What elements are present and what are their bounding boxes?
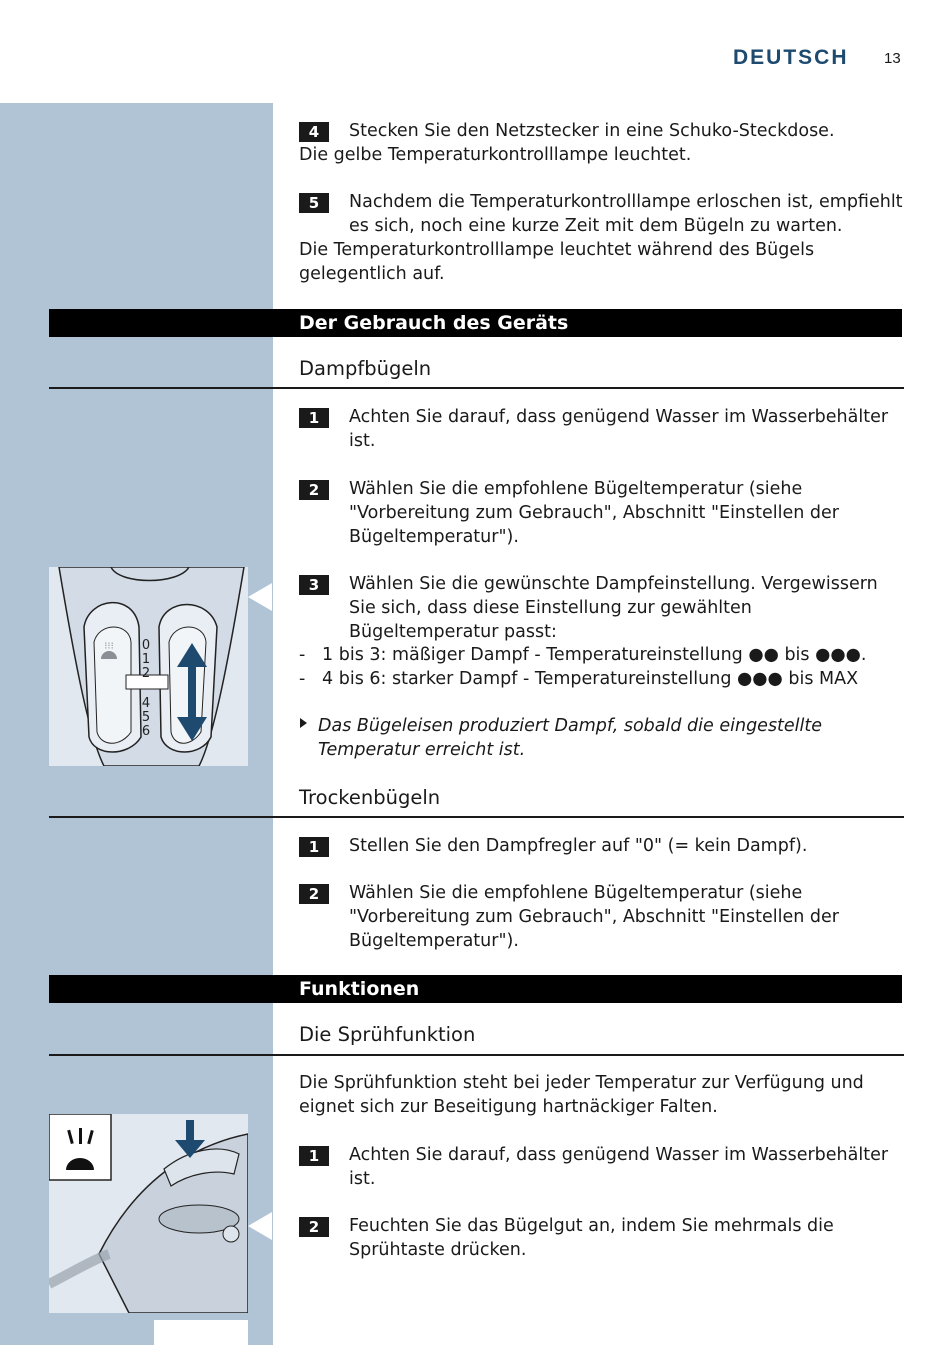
result-arrow-icon: [300, 718, 307, 728]
subheading-steam-ironing: Dampfbügeln: [299, 357, 432, 380]
spray-step-2: [299, 1214, 904, 1262]
iron-side-view: [49, 1114, 248, 1313]
step-5-note: Die Temperaturkontrolllampe leuchtet während des Bügels gelegentlich auf.: [299, 240, 815, 284]
section-bar-usage: Der Gebrauch des Geräts: [49, 309, 902, 337]
iron-top-view: [49, 567, 248, 766]
step-number: 1: [299, 408, 329, 428]
pointer-notch: [248, 583, 272, 611]
dial-label: 6: [141, 724, 151, 739]
dry-step-1: [299, 834, 904, 858]
list-text: 1 bis 3: mäßiger Dampf - Temperatureinstellung ●● bis ●●●.: [322, 645, 867, 665]
subheading-dry-ironing: Trockenbügeln: [299, 786, 441, 809]
dial-label: 0: [141, 638, 151, 653]
step-text: Wählen Sie die empfohlene Bügeltemperatur (siehe "Vorbereitung zum Gebrauch", Abschnitt "Einstellen der Bügeltemperatur").: [349, 883, 839, 951]
list-dash: -: [299, 669, 306, 689]
step-text: Achten Sie darauf, dass genügend Wasser im Wasserbehälter ist.: [349, 1145, 889, 1189]
bottom-tab: [154, 1320, 248, 1345]
header-language: DEUTSCH: [733, 46, 849, 69]
dial-label: 4: [141, 696, 151, 711]
step-text: Wählen Sie die gewünschte Dampfeinstellung. Vergewissern Sie sich, dass diese Einstellung zur gewählten Bügeltemperatur passt:: [349, 574, 878, 642]
step-number: 4: [299, 122, 329, 142]
dial-label: 2: [141, 666, 151, 681]
steam-result-note: Das Bügeleisen produziert Dampf, sobald die eingestellte Temperatur erreicht ist.: [318, 716, 823, 760]
steam-step-1: [299, 405, 904, 453]
spray-intro: Die Sprühfunktion steht bei jeder Temperatur zur Verfügung und eignet sich zur Beseitigung hartnäckiger Falten.: [299, 1073, 864, 1117]
step-text: Stellen Sie den Dampfregler auf "0" (= kein Dampf).: [349, 836, 808, 856]
step-number: 3: [299, 575, 329, 595]
step-number: 1: [299, 837, 329, 857]
divider-rule: [49, 1054, 904, 1056]
list-dash: -: [299, 645, 306, 665]
dry-step-2: [299, 881, 904, 953]
step-text: Achten Sie darauf, dass genügend Wasser im Wasserbehälter ist.: [349, 407, 889, 451]
step-number: 5: [299, 193, 329, 213]
step-text: Feuchten Sie das Bügelgut an, indem Sie mehrmals die Sprühtaste drücken.: [349, 1216, 834, 1260]
dial-label: 1: [141, 652, 151, 667]
subheading-spray: Die Sprühfunktion: [299, 1023, 476, 1046]
steam-list-item: [299, 643, 904, 667]
step-number: 2: [299, 884, 329, 904]
spray-step-1: [299, 1143, 904, 1191]
step-5: [299, 190, 904, 238]
step-number: 2: [299, 1217, 329, 1237]
svg-text:⁝⁝⁝: ⁝⁝⁝: [104, 641, 114, 652]
step-number: 1: [299, 1146, 329, 1166]
steam-dial-illustration: [49, 567, 248, 766]
divider-rule: [49, 816, 904, 818]
step-text: Wählen Sie die empfohlene Bügeltemperatur (siehe "Vorbereitung zum Gebrauch", Abschnitt "Einstellen der Bügeltemperatur").: [349, 479, 839, 547]
step-4: [299, 119, 904, 143]
section-bar-functions: Funktionen: [49, 975, 902, 1003]
steam-list-item: [299, 667, 904, 691]
list-text: 4 bis 6: starker Dampf - Temperatureinstellung ●●● bis MAX: [322, 669, 859, 689]
step-text: Stecken Sie den Netzstecker in eine Schuko-Steckdose.: [349, 121, 835, 141]
steam-step-2: [299, 477, 904, 549]
steam-step-3: [299, 572, 904, 644]
divider-rule: [49, 387, 904, 389]
page-number: 13: [884, 50, 901, 67]
step-number: 2: [299, 480, 329, 500]
step-4-note: Die gelbe Temperaturkontrolllampe leuchtet.: [299, 145, 692, 165]
pointer-notch: [248, 1212, 272, 1240]
spray-illustration: [49, 1114, 248, 1313]
step-text: Nachdem die Temperaturkontrolllampe erloschen ist, empfiehlt es sich, noch eine kurze Zeit mit dem Bügeln zu warten.: [349, 192, 903, 236]
dial-label: 5: [141, 710, 151, 725]
